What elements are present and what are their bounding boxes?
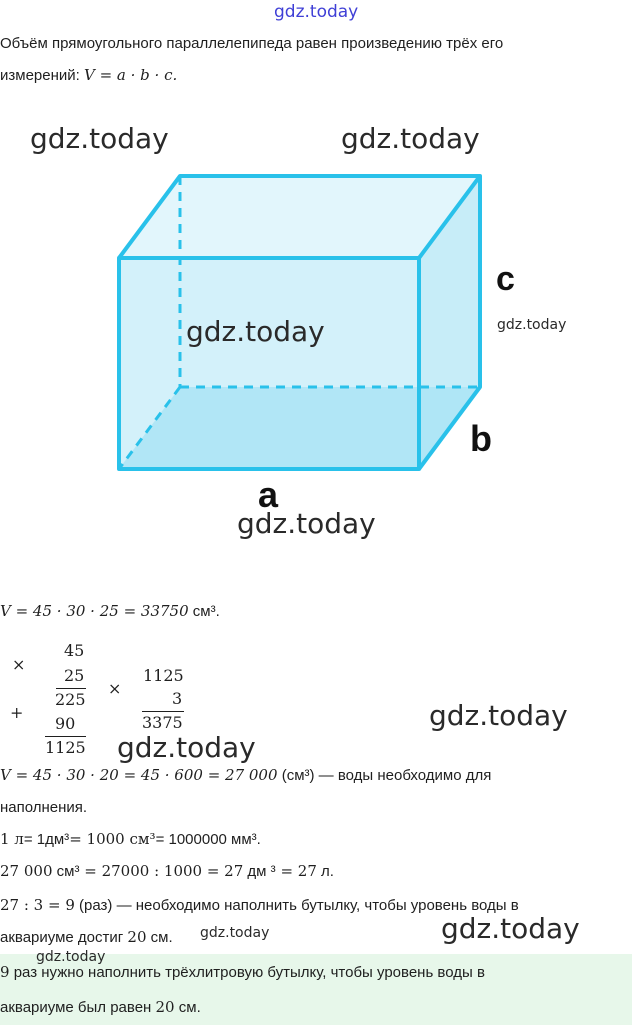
mult1-sign: × [12, 655, 26, 674]
watermark-4: gdz.today [497, 317, 567, 333]
l4-d: = 1000000 мм³. [155, 831, 261, 848]
label-b: b [470, 418, 492, 459]
mult1-partial-2: 90 [55, 714, 76, 733]
watermark-3: gdz.today [186, 315, 325, 348]
intro-prefix: измерений: [0, 67, 84, 84]
mult1-b: 25 [64, 666, 85, 685]
watermark-10: gdz.today [36, 949, 106, 965]
l6-a: 27 : 3 = 9 [0, 896, 75, 914]
mult1-plus: + [10, 703, 24, 722]
mult1-result: 1125 [45, 738, 86, 757]
l5-d: дм ³ [243, 863, 276, 880]
l4-c: = 1000 см³ [69, 830, 156, 848]
answer-line-1 [0, 963, 485, 981]
answer-text-1: раз нужно наполнить трёхлитровую бутылку, чтобы уровень воды в [9, 964, 485, 981]
line2-rest: (см³) — воды необходимо для [277, 767, 492, 784]
l4-a: 1 л [0, 830, 24, 848]
mult1-a: 45 [64, 641, 85, 660]
unit-cm3: см³. [188, 603, 220, 620]
mult1-line-1 [56, 688, 86, 689]
solution-line-4 [0, 830, 261, 848]
l5-b: см³ [52, 863, 80, 880]
answer-end: см. [174, 999, 201, 1016]
watermark-8: gdz.today [200, 925, 270, 941]
solution-line-1 [0, 602, 220, 620]
mult2-line [142, 711, 184, 712]
l6-b: (раз) — необходимо наполнить бутылку, чтобы уровень воды в [74, 897, 519, 914]
intro-line-1: Объём прямоугольного параллелепипеда равен произведению трёх его [0, 35, 504, 52]
answer-num-2: 20 [155, 998, 175, 1016]
watermark-2: gdz.today [341, 122, 480, 155]
mult2-result: 3375 [142, 713, 183, 732]
l5-f: л. [316, 863, 334, 880]
answer-num: 9 [0, 963, 10, 981]
volume-formula: V = a · b · c. [83, 66, 178, 84]
solution-line-7 [0, 928, 173, 946]
answer-line-2 [0, 998, 201, 1016]
watermark-1: gdz.today [30, 122, 169, 155]
watermark-top: gdz.today [274, 2, 359, 22]
label-a: a [258, 474, 279, 515]
label-c: c [496, 260, 515, 298]
l7-a: аквариуме достиг [0, 929, 128, 946]
mult2-b: 3 [172, 689, 183, 708]
watermark-5: gdz.today [237, 507, 376, 540]
solution-line-5 [0, 862, 334, 880]
formula-v1: V = 45 · 30 · 25 = 33750 [0, 602, 189, 620]
mult1-line-2 [45, 736, 86, 737]
solution-line-2 [0, 766, 491, 784]
mult1-partial-1: 225 [55, 690, 86, 709]
l7-b: 20 [127, 928, 147, 946]
answer-text-2: аквариуме был равен [0, 999, 156, 1016]
mult2-sign: × [108, 679, 122, 698]
watermark-9: gdz.today [441, 912, 580, 945]
watermark-6: gdz.today [429, 699, 568, 732]
l7-c: см. [146, 929, 173, 946]
solution-line-3: наполнения. [0, 799, 88, 816]
l5-e: = 27 [275, 862, 317, 880]
l4-b: = 1дм³ [23, 831, 70, 848]
l5-c: = 27000 : 1000 = 27 [79, 862, 244, 880]
mult2-a: 1125 [143, 666, 184, 685]
l5-a: 27 000 [0, 862, 53, 880]
formula-v2: V = 45 · 30 · 20 = 45 · 600 = 27 000 [0, 766, 278, 784]
watermark-7: gdz.today [117, 731, 256, 764]
